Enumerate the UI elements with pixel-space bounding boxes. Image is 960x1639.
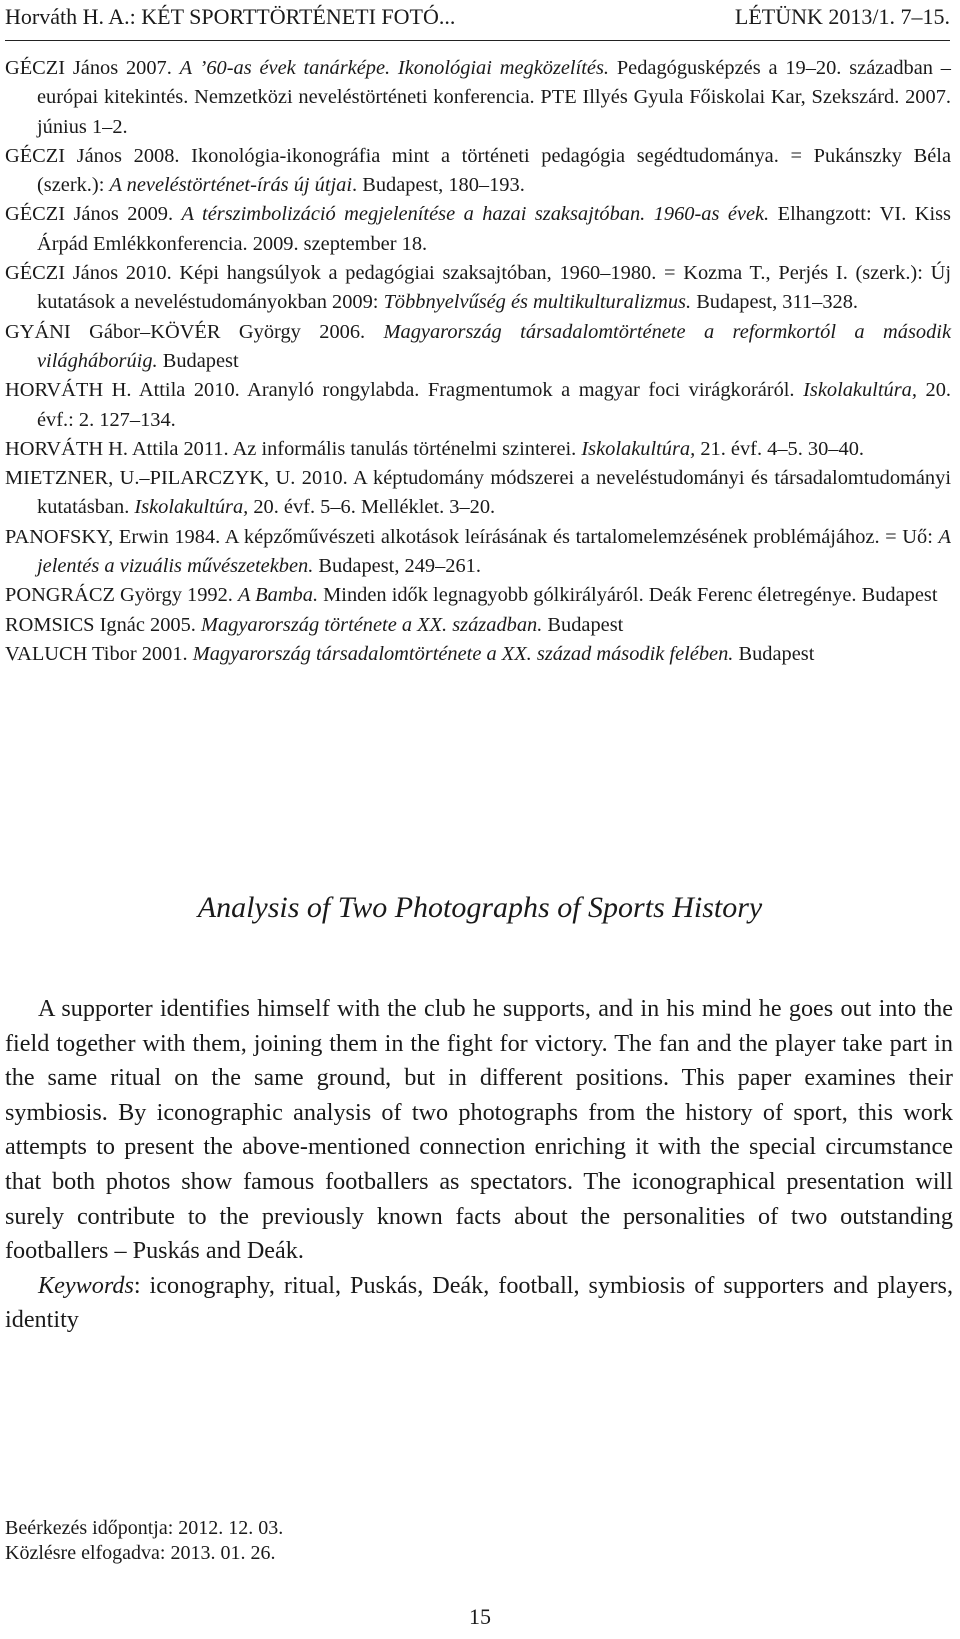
reference-title: A jelentés a vizuális művészetekben.: [37, 525, 951, 578]
keywords-text: : iconography, ritual, Puskás, Deák, football, symbiosis of supporters and players, identity: [5, 1271, 953, 1334]
keywords: [5, 1269, 953, 1338]
header-left: Horváth H. A.: KÉT SPORTTÖRTÉNETI FOTÓ...: [5, 4, 456, 29]
received-date: Beérkezés időpontja: 2012. 12. 03.: [5, 1517, 284, 1539]
reference-entry: [5, 523, 951, 582]
reference-text: HORVÁTH H. Attila 2010. Aranyló rongylabda. Fragmentumok a magyar foci virágkoráról.: [5, 379, 804, 402]
reference-entry: [5, 464, 951, 523]
reference-text: Budapest: [542, 613, 624, 636]
reference-title: Magyarország társadalomtörténete a XX. század második felében.: [192, 642, 734, 665]
reference-title: A térszimbolizáció megjelenítése a hazai szaksajtóban. 1960-as évek.: [181, 203, 770, 226]
reference-text: GYÁNI Gábor–KÖVÉR György 2006.: [5, 320, 384, 343]
reference-text: 20. évf. 5–6. Melléklet. 3–20.: [248, 496, 496, 519]
reference-text: GÉCZI János 2010. Képi hangsúlyok a pedagógiai szaksajtóban, 1960–1980. = Kozma T., Perjés I. (szerk.): Új kutatások a neveléstudományokban 2009:: [5, 262, 951, 314]
reference-title: A ’60-as évek tanárképe. Ikonológiai megközelítés.: [179, 57, 610, 79]
reference-text: Minden idők legnagyobb gólkirályáról. Deák Ferenc életregénye. Budapest: [318, 584, 938, 607]
reference-entry: [5, 259, 951, 318]
submission-dates: [5, 1516, 283, 1566]
reference-entry: [5, 640, 951, 669]
reference-text: PANOFSKY, Erwin 1984. A képzőművészeti alkotások leírásának és tartalomelemzésének problémájához. = Uő:: [5, 525, 939, 548]
reference-entry: [5, 435, 951, 464]
reference-title: Iskolakultúra,: [134, 496, 249, 519]
reference-entry: [5, 200, 951, 259]
abstract-body: A supporter identifies himself with the club he supports, and in his mind he goes out into the field together with them, joining them in the fight for victory. The fan and the player take part in the same ritual on the same ground, but in different positions. This paper examines their symbiosis. By iconographic analysis of two photographs from the history of sport, this work attempts to present the above-mentioned connection enriching it with the special circumstance that both photos show famous footballers as spectators. The iconographical presentation will surely contribute to the previously known facts about the personalities of two outstanding footballers – Puskás and Deák.: [5, 995, 953, 1265]
reference-title: Iskolakultúra,: [581, 437, 696, 460]
abstract: [5, 992, 953, 1338]
reference-title: Magyarország társadalomtörténete a reformkortól a második világháborúig.: [37, 320, 951, 372]
reference-list: [5, 54, 951, 669]
running-header: [5, 2, 950, 32]
abstract-title: Analysis of Two Photographs of Sports History: [197, 891, 763, 924]
reference-text: ROMSICS Ignác 2005.: [5, 613, 201, 636]
reference-text: VALUCH Tibor 2001.: [5, 642, 193, 665]
reference-entry: [5, 376, 951, 435]
reference-entry: [5, 142, 951, 201]
reference-entry: [5, 611, 951, 640]
reference-text: MIETZNER, U.–PILARCZYK, U. 2010. A képtudomány módszerei a neveléstudományi és társadalomtudományi kutatásban.: [5, 467, 951, 519]
reference-text: Pedagógusképzés a 19–20. században – európai kitekintés. Nemzetközi neveléstörténeti konferencia. PTE Illyés Gyula Főiskolai Kar, Szekszárd. 2007. június 1–2.: [37, 57, 951, 138]
reference-text: Elhangzott: VI. Kiss Árpád Emlékkonferencia. 2009. szeptember 18.: [37, 203, 951, 255]
reference-text: . Budapest, 180–193.: [352, 174, 525, 197]
keywords-label: Keywords: [38, 1271, 134, 1299]
reference-text: Budapest: [733, 642, 815, 665]
reference-title: A neveléstörténet-írás új útjai: [109, 174, 353, 197]
reference-text: HORVÁTH H. Attila 2011. Az informális tanulás történelmi szinterei.: [5, 437, 582, 460]
reference-text: Budapest, 249–261.: [313, 555, 481, 578]
reference-text: 20. évf.: 2. 127–134.: [37, 379, 951, 431]
reference-text: Budapest: [157, 349, 239, 372]
reference-text: 21. évf. 4–5. 30–40.: [695, 437, 864, 460]
reference-text: GÉCZI János 2008. Ikonológia-ikonográfia mint a történeti pedagógia segédtudománya. = Pukánszky Béla (szerk.):: [5, 144, 951, 197]
page-number: 15: [469, 1604, 491, 1629]
reference-entry: [5, 318, 951, 377]
reference-title: Iskolakultúra,: [803, 379, 917, 402]
reference-title: Többnyelvűség és multikulturalizmus.: [383, 291, 692, 314]
reference-text: GÉCZI János 2007.: [5, 57, 180, 79]
reference-title: Magyarország története a XX. században.: [200, 613, 543, 636]
header-right: LÉTÜNK 2013/1. 7–15.: [734, 4, 950, 29]
reference-text: PONGRÁCZ György 1992.: [5, 584, 238, 607]
reference-entry: [5, 54, 951, 142]
header-rule: [5, 40, 950, 41]
accepted-date: Közlésre elfogadva: 2013. 01. 26.: [5, 1542, 276, 1564]
reference-entry: [5, 581, 951, 610]
reference-text: Budapest, 311–328.: [691, 291, 858, 314]
reference-title: A Bamba.: [238, 584, 319, 607]
reference-text: GÉCZI János 2009.: [5, 203, 182, 226]
